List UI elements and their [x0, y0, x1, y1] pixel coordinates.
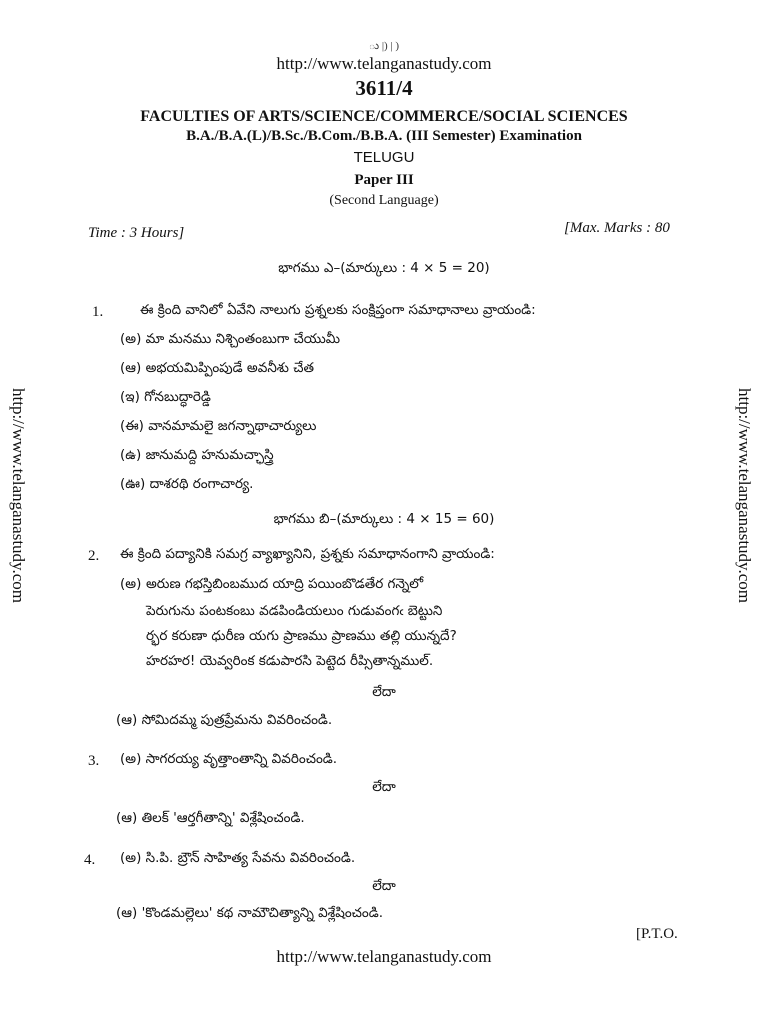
- question-1-text: ఈ క్రింది వానిలో ఏవేని నాలుగు ప్రశ్నలకు సంక్షిప్తంగా సమాధానాలు వ్రాయండి:: [140, 302, 536, 318]
- exam-title: B.A./B.A.(L)/B.Sc./B.Com./B.B.A. (III Semester) Examination: [186, 128, 582, 144]
- q2-poem-line-4: హరహర! యెవ్వరింక కడుపారసి పెట్టెద రీప్సితాన్నముల్.: [146, 653, 434, 669]
- right-side-url: http://www.telanganastudy.com: [735, 388, 754, 603]
- section-a-heading: భాగము ఎ–(మార్కులు : 4 × 5 = 20): [278, 260, 490, 276]
- scratch-marks: ు |) | ): [368, 40, 400, 52]
- q2-or: లేదా: [372, 684, 396, 700]
- question-4-number: 4.: [84, 852, 96, 868]
- subject-title: TELUGU: [353, 149, 415, 166]
- q4-alternative: (ఆ) 'కొండమల్లెలు' కథ నామౌచిత్యాన్ని విశ్లేషించండి.: [116, 905, 384, 921]
- faculties-title: FACULTIES OF ARTS/SCIENCE/COMMERCE/SOCIAL SCIENCES: [140, 108, 628, 125]
- pto-marker: [P.T.O.: [636, 926, 678, 942]
- q1-option-i: (ఇ) గోనబుద్ధారెడ్డి: [120, 389, 211, 405]
- q1-option-uu: (ఊ) దాశరథి రంగాచార్య.: [120, 476, 254, 492]
- q2-alternative: (ఆ) సోమిదమ్మ పుత్రప్రేమను వివరించండి.: [116, 712, 333, 728]
- top-url: http://www.telanganastudy.com: [276, 54, 492, 73]
- question-3-text: (అ) సాగరయ్య వృత్తాంతాన్ని వివరించండి.: [120, 751, 338, 767]
- q1-option-a: (అ) మా మనము నిశ్చింతంబుగా చేయుమీ: [120, 331, 341, 347]
- question-3-number: 3.: [88, 753, 100, 769]
- question-4-text: (అ) సి.పి. బ్రౌన్ సాహిత్య సేవను వివరించండి.: [120, 850, 356, 866]
- q2-poem-line-1: అరుణ గభస్తిబింబముద యాద్రి పయింబొడతేర గన్నెలో: [146, 576, 424, 592]
- q4-or: లేదా: [372, 878, 396, 894]
- question-2-number: 2.: [88, 548, 100, 564]
- q2-poem-label: (అ): [120, 576, 142, 592]
- q3-or: లేదా: [372, 779, 396, 795]
- left-side-url: http://www.telanganastudy.com: [9, 388, 28, 603]
- q1-option-ii: (ఈ) వానమామలై జగన్నాథాచార్యులు: [120, 418, 317, 434]
- language-note: (Second Language): [329, 193, 439, 208]
- q2-poem-line-3: ర్భర కరుణా ధురీణ యగు ప్రాణము ప్రాణము తల్లి యున్నదే?: [146, 628, 457, 644]
- section-b-heading: భాగము బి–(మార్కులు : 4 × 15 = 60): [273, 511, 495, 527]
- q1-option-aa: (ఆ) అభయమిప్పింపుడే అవనీశు చేత: [120, 360, 314, 376]
- question-1-number: 1.: [92, 304, 104, 320]
- q2-poem-line-2: పెరుగును పంటకంబు వడపిండియలుం గుడువంగఁ బెట్టుని: [146, 603, 443, 619]
- max-marks: [Max. Marks : 80: [564, 220, 670, 236]
- paper-number: Paper III: [354, 172, 414, 188]
- q3-alternative: (ఆ) తిలక్ 'ఆర్తగీతాన్ని' విశ్లేషించండి.: [116, 810, 305, 826]
- q1-option-u: (ఉ) జానుమద్ది హనుమచ్ఛాస్త్రి: [120, 447, 274, 463]
- question-2-text: ఈ క్రింది పద్యానికి సమగ్ర వ్యాఖ్యానిని, ప్రశ్నకు సమాధానంగాని వ్రాయండి:: [120, 546, 495, 562]
- bottom-url: http://www.telanganastudy.com: [276, 947, 492, 966]
- time-allowed: Time : 3 Hours]: [88, 225, 185, 241]
- paper-code: 3611/4: [355, 76, 413, 100]
